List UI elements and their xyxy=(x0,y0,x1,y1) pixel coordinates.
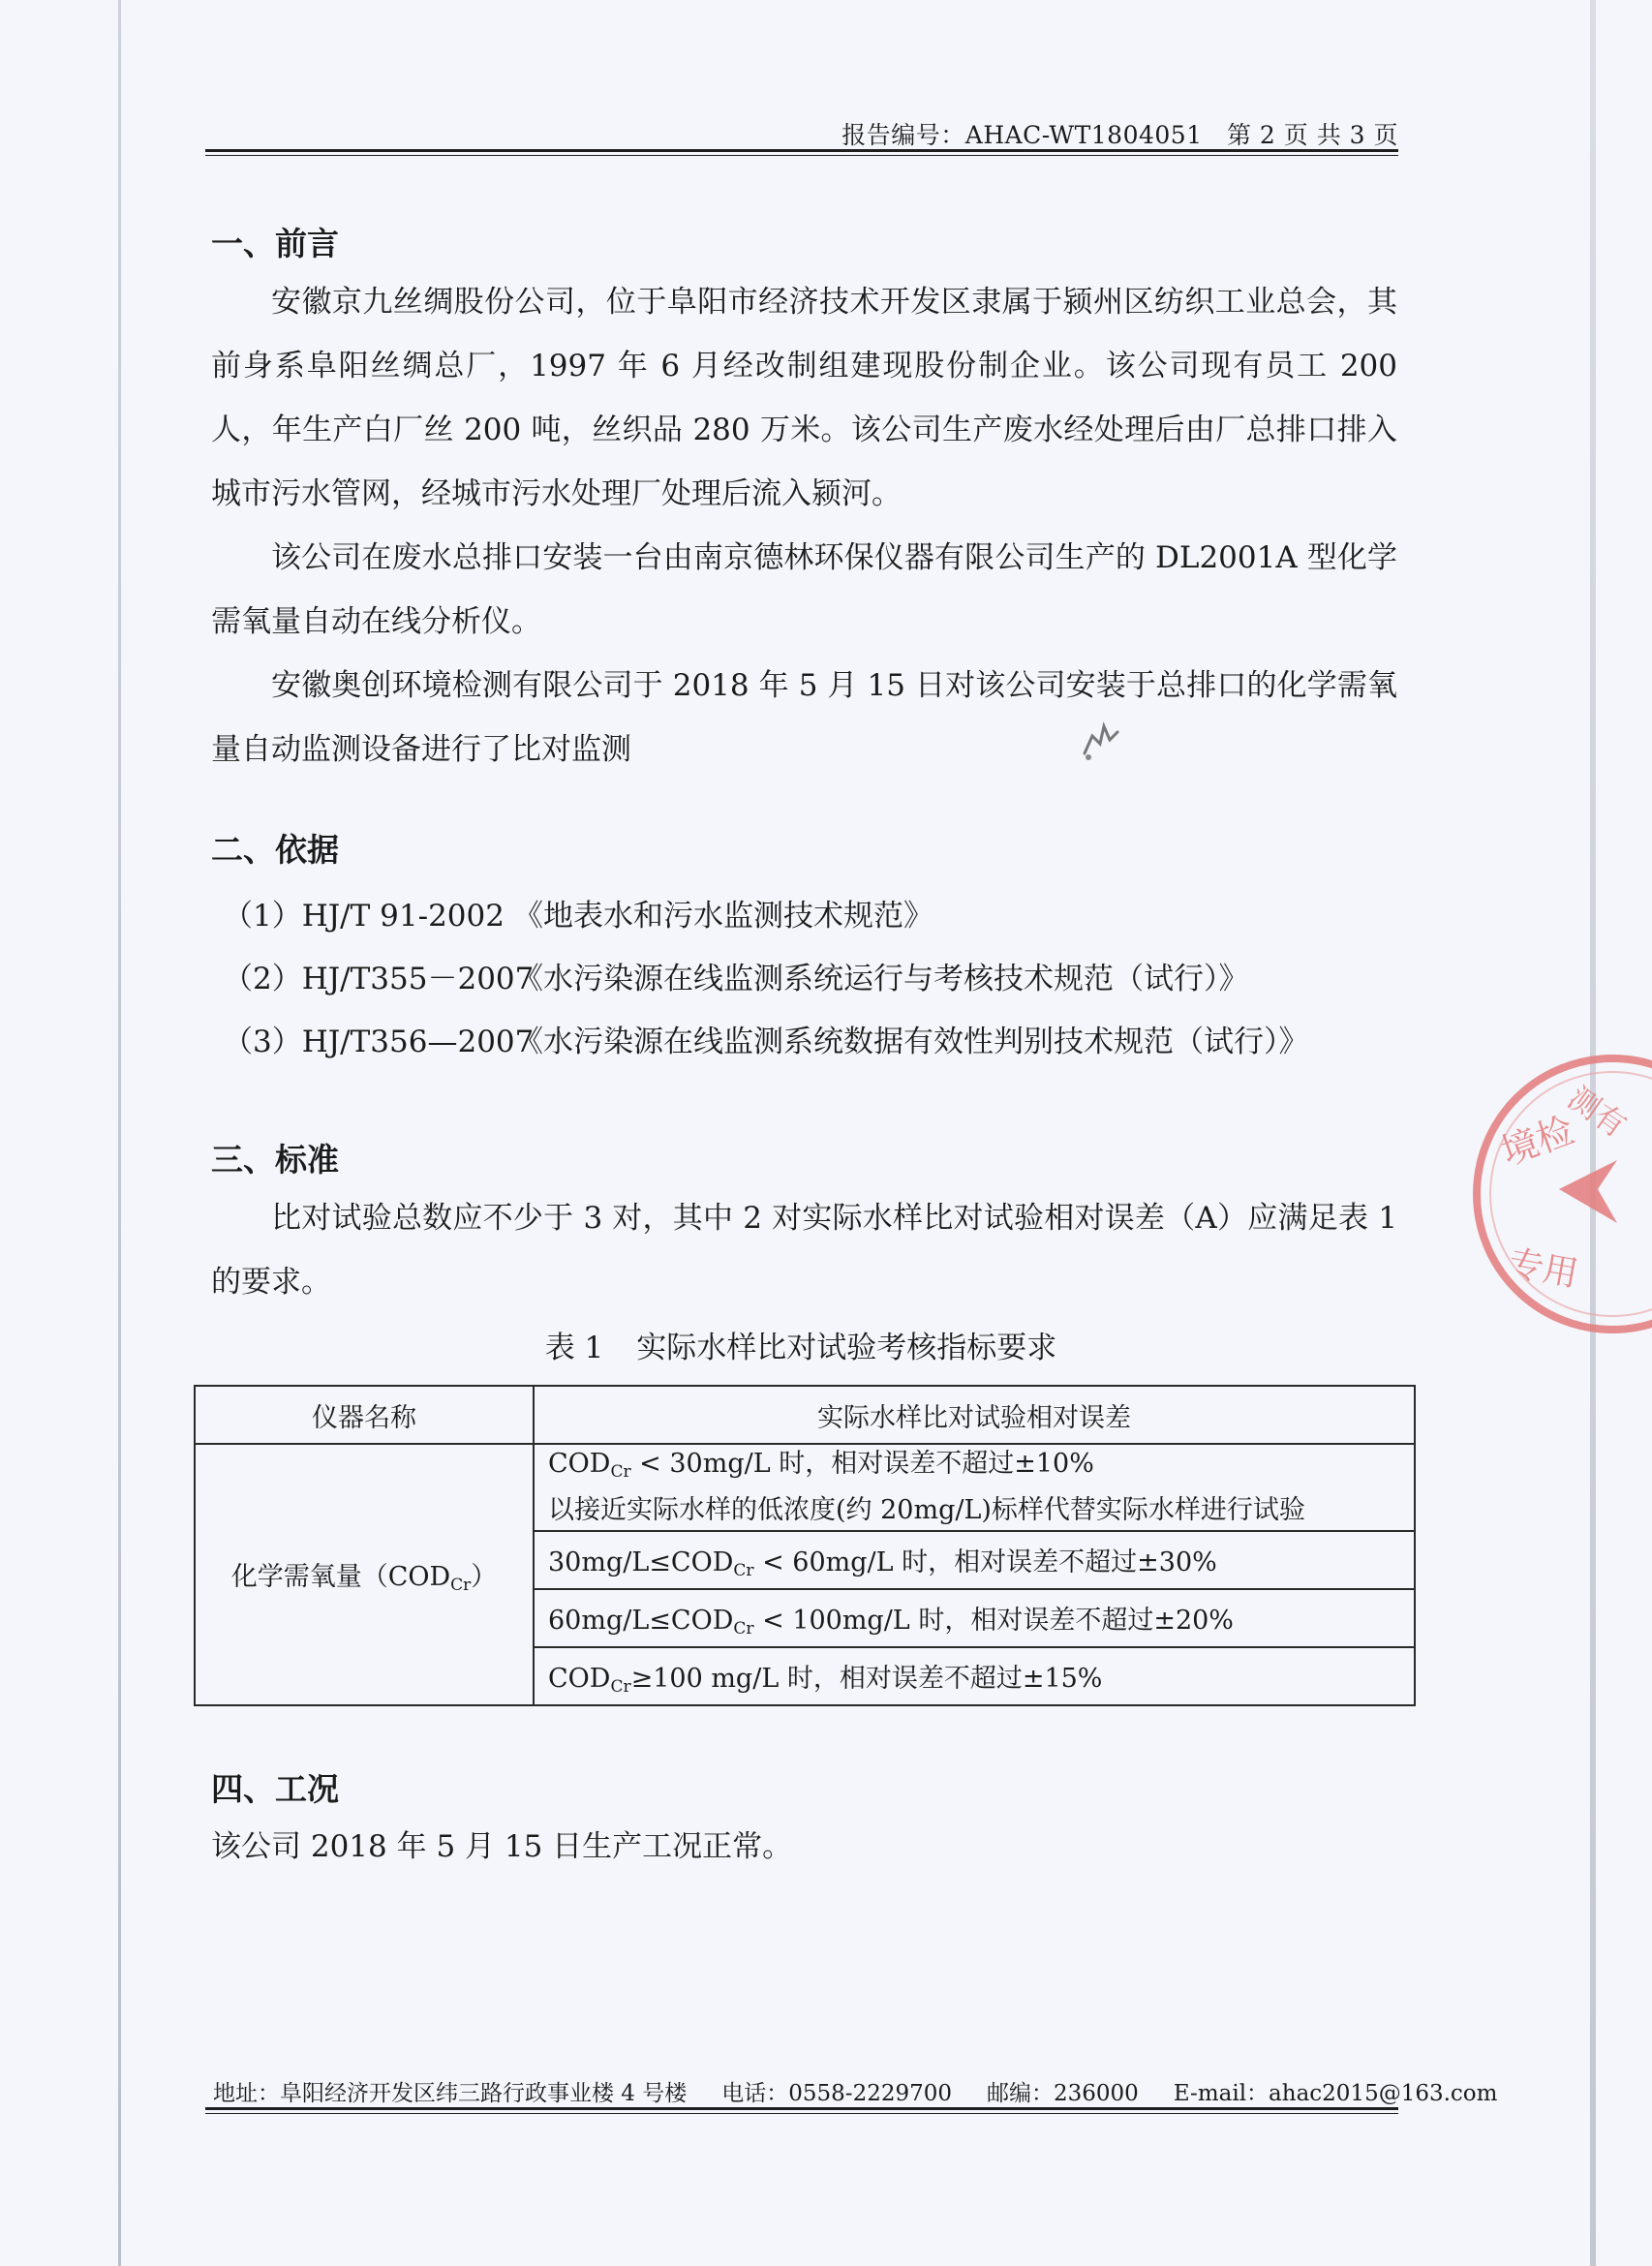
basis-item-number: （1）HJ/T 91-2002 xyxy=(223,899,505,934)
criterion-cell xyxy=(534,1444,1415,1531)
company-seal-icon xyxy=(1462,1044,1652,1344)
basis-item-title: 《水污染源在线监测系统运行与考核技术规范（试行）》 xyxy=(513,962,1249,996)
basis-item-title: 《水污染源在线监测系统数据有效性判别技术规范（试行）》 xyxy=(513,1025,1309,1059)
criterion-param: COD xyxy=(670,1546,734,1577)
basis-item xyxy=(223,1017,1309,1060)
svg-text:专用: 专用 xyxy=(1505,1243,1581,1295)
basis-item xyxy=(223,954,1249,997)
criterion-text: < 60mg/L 时，相对误差不超过±30% xyxy=(753,1546,1217,1577)
criterion-subscript: Cr xyxy=(733,1560,754,1580)
svg-text:境检: 境检 xyxy=(1495,1108,1580,1175)
footer-rule-thick xyxy=(205,2107,1398,2110)
report-number-label: 报告编号： xyxy=(841,121,965,149)
criterion-subscript: Cr xyxy=(610,1462,631,1482)
criterion-cell xyxy=(534,1647,1415,1705)
criterion-subscript: Cr xyxy=(610,1676,631,1697)
criterion-prefix: 60mg/L≤ xyxy=(548,1605,671,1636)
footer xyxy=(213,2075,1497,2107)
instrument-name-cell xyxy=(195,1444,534,1705)
section-title-standard: 三、标准 xyxy=(211,1141,339,1179)
table-caption xyxy=(0,1323,1602,1366)
basis-item-title: 《地表水和污水监测技术规范》 xyxy=(513,899,933,934)
basis-item xyxy=(223,891,933,934)
criterion-cell xyxy=(534,1531,1415,1589)
requirements-table xyxy=(194,1385,1416,1706)
instrument-name: 化学需氧量（COD xyxy=(230,1561,451,1592)
table-header-error: 实际水样比对试验相对误差 xyxy=(534,1386,1415,1444)
criterion-text: < 100mg/L 时，相对误差不超过±20% xyxy=(753,1605,1234,1636)
criterion-text: ≥100 mg/L 时，相对误差不超过±15% xyxy=(630,1663,1103,1694)
report-header-meta xyxy=(841,116,1398,151)
section-title-basis: 二、依据 xyxy=(211,831,339,869)
footer-address: 地址：阜阳经济开发区纬三路行政事业楼 4 号楼 xyxy=(213,2081,688,2106)
criterion-param: COD xyxy=(548,1663,611,1694)
svg-text:测有: 测有 xyxy=(1561,1079,1634,1146)
footer-rule-thin xyxy=(205,2113,1398,2114)
section-title-preface: 一、前言 xyxy=(211,225,339,262)
criterion-param: COD xyxy=(670,1605,734,1636)
basis-item-number: （2）HJ/T355－2007 xyxy=(223,962,535,996)
criterion-param: COD xyxy=(548,1449,611,1479)
table-caption-title: 实际水样比对试验考核指标要求 xyxy=(636,1331,1057,1365)
instrument-suffix: ） xyxy=(471,1561,498,1592)
footer-postcode: 邮编：236000 xyxy=(987,2081,1139,2106)
preface-paragraph-3: 安徽奥创环境检测有限公司于 2018 年 5 月 15 日对该公司安装于总排口的化学需氧量自动监测设备进行了比对监测 xyxy=(211,668,1397,767)
table-header-row xyxy=(195,1386,1415,1444)
ink-smudge-icon xyxy=(1075,715,1125,765)
header-rule-thin xyxy=(205,155,1398,156)
preface-paragraph-2: 该公司在废水总排口安装一台由南京德林环保仪器有限公司生产的 DL2001A 型化学需氧量自动在线分析仪。 xyxy=(211,540,1397,639)
criterion-note: 以接近实际水样的低浓度(约 20mg/L)标样代替实际水样进行试验 xyxy=(548,1495,1305,1525)
criterion-cell xyxy=(534,1589,1415,1647)
preface-paragraph-1: 安徽京九丝绸股份公司，位于阜阳市经济技术开发区隶属于颍州区纺织工业总会，其前身系阜阳丝绸总厂，1997 年 6 月经改制组建现股份制企业。该公司现有员工 200 人，年生产白厂丝 200 吨，丝织品 280 万米。该公司生产废水经处理后由厂总排口排入城市污水管网，经城市污水处理厂处理后流入颍河。 xyxy=(211,285,1397,511)
header-rule-thick xyxy=(205,149,1398,152)
table-header-instrument: 仪器名称 xyxy=(195,1386,534,1444)
basis-item-number: （3）HJ/T356—2007 xyxy=(223,1025,535,1059)
table-row xyxy=(195,1444,1415,1531)
page-info: 第 2 页 共 3 页 xyxy=(1226,121,1398,149)
criterion-prefix: 30mg/L≤ xyxy=(548,1546,671,1577)
report-number: AHAC-WT1804051 xyxy=(964,121,1203,149)
standard-paragraph: 比对试验总数应不少于 3 对，其中 2 对实际水样比对试验相对误差（A）应满足表 1 的要求。 xyxy=(211,1201,1397,1300)
table-caption-number: 表 1 xyxy=(544,1331,604,1365)
footer-phone: 电话：0558-2229700 xyxy=(721,2081,953,2106)
footer-email: E-mail：ahac2015@163.com xyxy=(1173,2081,1498,2106)
criterion-subscript: Cr xyxy=(733,1618,754,1638)
section-title-conditions: 四、工况 xyxy=(211,1770,339,1808)
conditions-paragraph: 该公司 2018 年 5 月 15 日生产工况正常。 xyxy=(211,1829,793,1864)
criterion-text: < 30mg/L 时，相对误差不超过±10% xyxy=(630,1449,1094,1479)
instrument-subscript: Cr xyxy=(450,1575,472,1595)
